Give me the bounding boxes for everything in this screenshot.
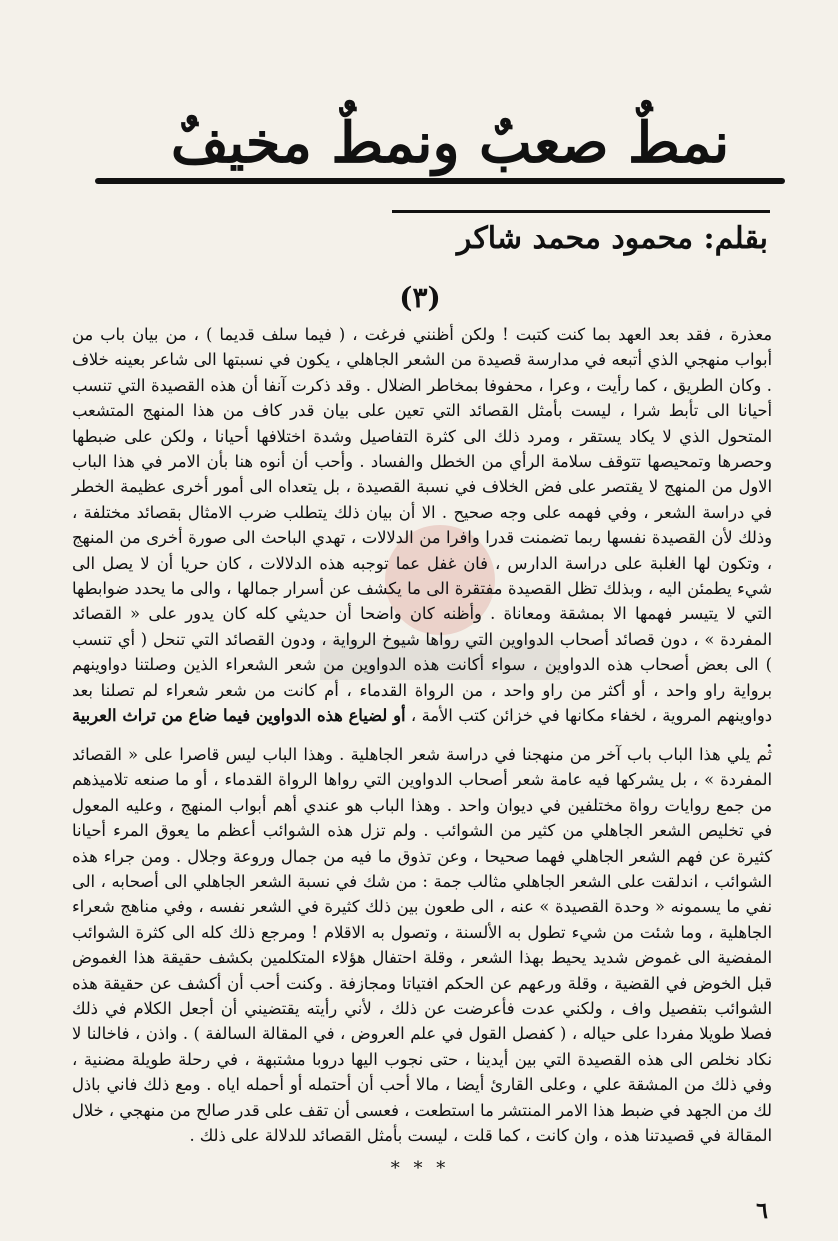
paragraph-1-text: معذرة ، فقد بعد العهد بما كنت كتبت ! ولكن أظنني فرغت ، ( فيما سلف قديما ) ، من بيان باب من أبواب منهجي الذي أتبعه في مدارسة قصيدة من الشعر الجاهلي ، يكون في نسبتها الى شاعر بعينه خلاف . وكان الطريق ، كما رأيت ، وعرا ، محفوفا بمخاطر الضلال . وقد ذكرت آنفا أن هذه القصيدة التي تنسب أحيانا الى تأبط شرا ، ليست بأمثل القصائد التي تعين على بيان قدر كاف من هذا المنهج المتشعب المتحول الذي لا يكاد يستقر ، ومرد ذلك الى كثرة التفاصيل وشدة اختلافها أحيانا ، ولكن على ضبطها وحصرها وتمحيصها تتوقف سلامة الرأي من الخطل والفساد . وأحب أن أنوه هنا بأن الامر في هذا الباب الاول من المنهج لا يقتصر على فض الخلاف في نسبة القصيدة ، بل يتعداه الى أمور أخرى عظيمة الخطر في دراسة الشعر ، وفي فهمه على وجه صحيح . الا أن بيان ذلك يتطلب ضرب الامثال بقصائد مختلفة ، وذلك لأن القصيدة نفسها ربما تضمنت قدرا وافرا من الدلالات ، تهدي الباحث الى صورة أخرى من المنهج ، وتكون لها الغلبة على دراسة الدارس ، فان غفل عما توجبه هذه الدلالات ، كان حريا أن لا يصل الى شيء يطمئن اليه ، وبذلك تظل القصيدة مفتقرة الى ما يكشف عن أسرار جمالها ، والى ما يحدد ضوابطها التي لا يتيسر فهمها الا بمشقة ومعاناة . وأظنه كان واضحا أن حديثي كله كان يدور على « القصائد المفردة » ، دون قصائد أصحاب الدواوين التي رواها شيوخ الرواية ، ودون القصائد التي تنحل ( أي تنسب ) الى بعض أصحاب هذه الدواوين ، سواء أكانت هذه الدواوين من شعر الشعراء الذين وصلتنا دواوينهم برواية راو واحد ، أو أكثر من راو واحد ، من الرواة القدماء ، أم كانت من شعر شعراء لم تصلنا بعد دواوينهم المروية ، لخفاء مكانها في خزائن كتب الأمة ، xyxy=(72,325,772,726)
page-number: ٦ xyxy=(756,1198,768,1224)
section-divider: * * * xyxy=(390,1158,450,1179)
part-number: (٣) xyxy=(399,281,441,314)
author-byline: بقلم: محمود محمد شاكر xyxy=(456,221,768,256)
article-title: نمطٌ صعبٌ ونمطٌ مخيفٌ xyxy=(170,110,730,176)
paragraph-1-tail: أو لضياع هذه الدواوين فيما ضاع من تراث العربية . xyxy=(72,706,772,751)
paragraph-1 xyxy=(72,322,772,754)
paragraph-2: ثم يلي هذا الباب باب آخر من منهجنا في دراسة شعر الجاهلية . وهذا الباب ليس قاصرا على « القصائد المفردة » ، بل يشركها فيه عامة شعر أصحاب الدواوين التي رواها الرواة القدماء ، أو ما صنعه تلاميذهم من جمع روايات رواة مختلفين في ديوان واحد . وهذا الباب هو عندي أهم أبواب المنهج ، وعليه المعول في تخليص الشعر الجاهلي من كثير من الشوائب . ولم تزل هذه الشوائب أعظم ما يعوق المرء أحيانا كثيرة عن فهم الشعر الجاهلي فهما صحيحا ، وعن تذوق ما فيه من جمال وروعة وجلال . ومن جراء هذه الشوائب ، اندلقت على الشعر الجاهلي مثالب جمة : من شك في نسبة الشعر الجاهلي الى أصحابه ، الى نفي ما يسمونه « وحدة القصيدة » عنه ، الى طعون بين ذلك كثيرة في الشعر نفسه ، وفي مناهج شعراء الجاهلية ، وما شئت من شيء تطول به الألسنة ، وتصول به الاقلام ! ومرجع ذلك كله الى كثرة الشوائب المفضية الى غموض شديد يحيط بهذا الشعر ، وقلة احتفال هؤلاء المتكلمين بكشف حقيقة هذا الغموض قبل الخوض في القضية ، وقلة ورعهم عن الحكم افتياتا ومجازفة . وكنت أحب أن أكشف عن حقيقة هذه الشوائب بتفصيل واف ، ولكني عدت فأعرضت عن ذلك ، لأني رأيته يقتضيني أن أجعل الكلام في ذلك فصلا طويلا مفردا على حياله ، ( كفصل القول في علم العروض ، في المقالة السالفة ) . واذن ، فاخالنا لا نكاد نخلص الى هذه القصيدة التي بين أيدينا ، حتى نجوب اليها دروبا مشتبهة ، في رحلة طويلة مضنية ، وفي ذلك من المشقة علي ، وعلى القارئ أيضا ، مالا أحب أن أحتمله أو أحمله اياه . ومع ذلك فاني باذل لك من الجهد في ضبط هذا الامر المنتشر ما استطعت ، فعسى أن تقف على قدر صالح من منهجي ، خلال المقالة في قصيدتنا هذه ، وان كانت ، كما قلت ، ليست بأمثل القصائد للدلالة على ذلك . xyxy=(72,745,772,1146)
title-underline xyxy=(95,178,785,184)
byline-rule xyxy=(392,210,770,213)
